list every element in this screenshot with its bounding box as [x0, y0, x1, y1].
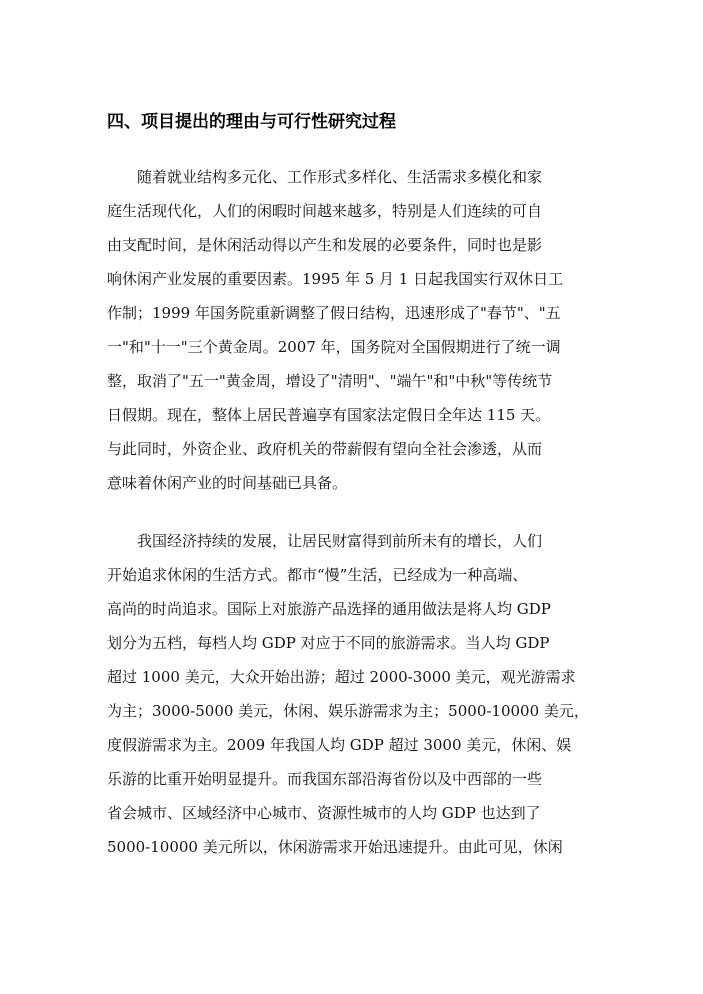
section-heading: 四、项目提出的理由与可行性研究过程 — [107, 112, 396, 132]
paragraph-1-line-10: 意味着休闲产业的时间基础已具备。 — [107, 474, 348, 492]
paragraph-1-line-2: 庭生活现代化，人们的闲暇时间越来越多，特别是人们连续的可自 — [107, 202, 543, 220]
paragraph-2-line-10: 5000-10000 美元所以，休闲游需求开始迅速提升。由此可见，休闲 — [107, 838, 563, 856]
paragraph-1-line-7: 整，取消了"五一"黄金周，增设了"清明"、"端午"和"中秋"等传统节 — [107, 372, 553, 390]
paragraph-1-line-8: 日假期。现在，整体上居民普遍享有国家法定假日全年达 115 天。 — [107, 406, 551, 424]
paragraph-2-line-1: 我国经济持续的发展，让居民财富得到前所未有的增长，人们 — [137, 532, 543, 550]
paragraph-2-line-4: 划分为五档，每档人均 GDP 对应于不同的旅游需求。当人均 GDP — [107, 634, 550, 652]
paragraph-1-line-1: 随着就业结构多元化、工作形式多样化、生活需求多模化和家 — [137, 168, 543, 186]
paragraph-2-line-2: 开始追求休闲的生活方式。都市“慢”生活，已经成为一种高端、 — [107, 566, 528, 584]
paragraph-1-line-5: 作制；1999 年国务院重新调整了假日结构，迅速形成了"春节"、"五 — [107, 304, 561, 322]
paragraph-1-line-9: 与此同时，外资企业、政府机关的带薪假有望向全社会渗透，从而 — [107, 440, 543, 458]
paragraph-2-line-6: 为主；3000-5000 美元，休闲、娱乐游需求为主；5000-10000 美元， — [107, 702, 589, 720]
paragraph-2-line-9: 省会城市、区域经济中心城市、资源性城市的人均 GDP 也达到了 — [107, 804, 541, 822]
paragraph-2-line-8: 乐游的比重开始明显提升。而我国东部沿海省份以及中西部的一些 — [107, 770, 543, 788]
paragraph-1-line-4: 响休闲产业发展的重要因素。1995 年 5 月 1 日起我国实行双休日工 — [107, 270, 564, 288]
paragraph-2-line-3: 高尚的时尚追求。国际上对旅游产品选择的通用做法是将人均 GDP — [107, 600, 551, 618]
paragraph-2-line-5: 超过 1000 美元，大众开始出游；超过 2000-3000 美元，观光游需求 — [107, 668, 576, 686]
paragraph-1-line-3: 由支配时间，是休闲活动得以产生和发展的必要条件，同时也是影 — [107, 236, 543, 254]
paragraph-1-line-6: 一"和"十一"三个黄金周。2007 年，国务院对全国假期进行了统一调 — [107, 338, 561, 356]
paragraph-2-line-7: 度假游需求为主。2009 年我国人均 GDP 超过 3000 美元，休闲、娱 — [107, 736, 572, 754]
